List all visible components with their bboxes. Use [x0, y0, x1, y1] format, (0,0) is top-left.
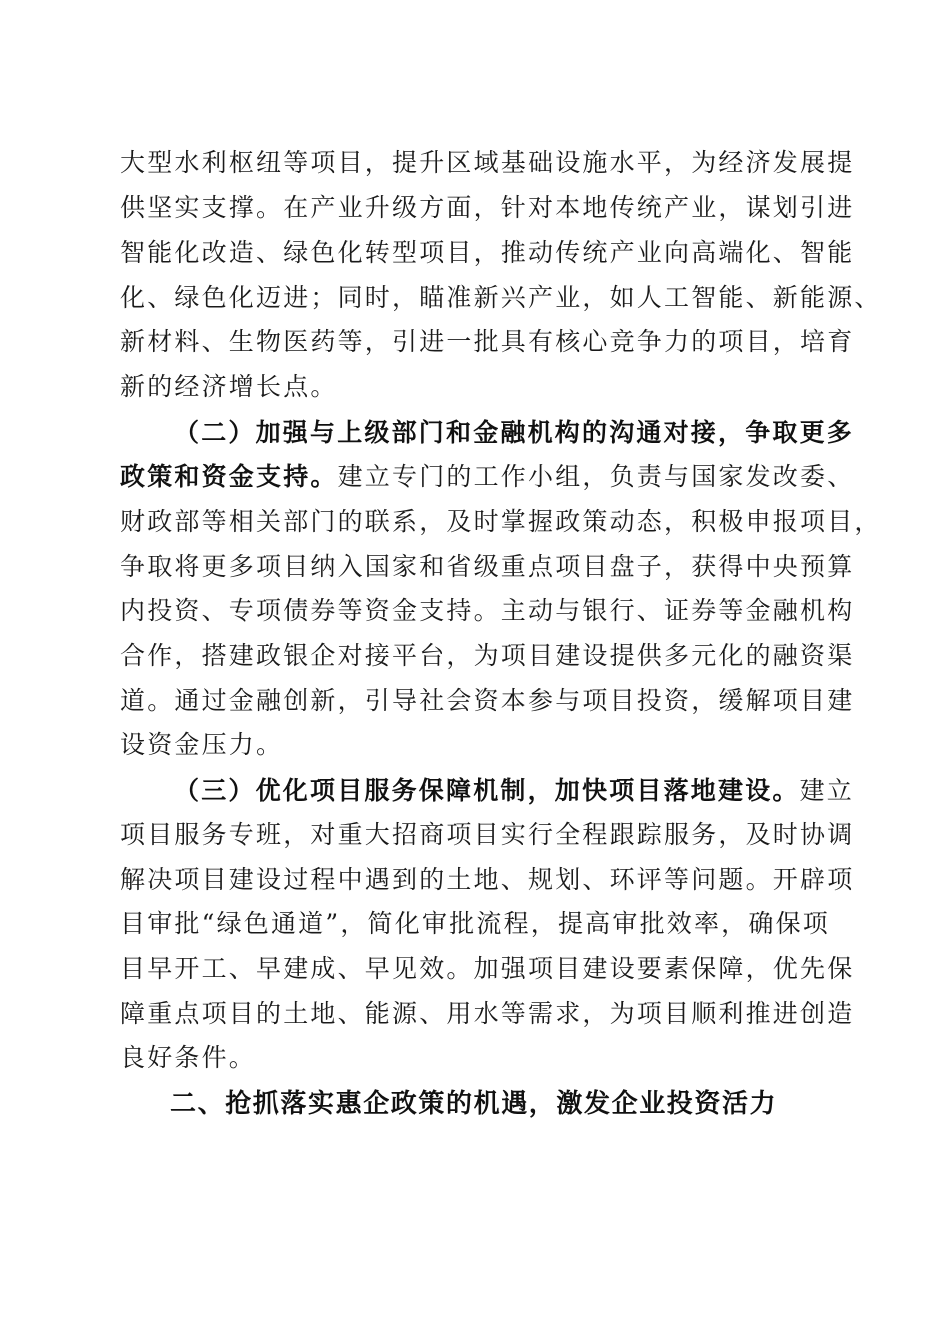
paragraph-3-line-2: 项目服务专班，对重大招商项目实行全程跟踪服务，及时协调 — [120, 820, 855, 849]
paragraph-2-bold-heading: （二）加强与上级部门和金融机构的沟通对接，争取更多 — [174, 418, 855, 447]
paragraph-2-line-2 — [120, 462, 855, 492]
paragraph-1-line-2: 供坚实支撑。在产业升级方面，针对本地传统产业，谋划引进 — [120, 193, 855, 222]
paragraph-1-line-1: 大型水利枢纽等项目，提升区域基础设施水平，为经济发展提 — [120, 148, 855, 177]
paragraph-2-bold-tail: 政策和资金支持。 — [120, 462, 338, 491]
paragraph-2-line-3: 财政部等相关部门的联系，及时掌握政策动态，积极申报项目， — [120, 507, 882, 536]
paragraph-3-line-1 — [174, 776, 855, 806]
paragraph-3-line-6: 障重点项目的土地、能源、用水等需求，为项目顺利推进创造 — [120, 999, 855, 1028]
paragraph-2-line-7: 道。通过金融创新，引导社会资本参与项目投资，缓解项目建 — [120, 686, 855, 715]
paragraph-2-line-4: 争取将更多项目纳入国家和省级重点项目盘子，获得中央预算 — [120, 552, 855, 581]
paragraph-3-line-1-text: 建立 — [799, 776, 855, 805]
paragraph-1-line-4: 化、绿色化迈进；同时，瞄准新兴产业，如人工智能、新能源、 — [120, 283, 882, 312]
paragraph-3-line-7: 良好条件。 — [120, 1043, 257, 1072]
paragraph-3-bold-heading: （三）优化项目服务保障机制，加快项目落地建设。 — [174, 776, 800, 805]
paragraph-3-line-4: 目审批“绿色通道”，简化审批流程，提高审批效率，确保项 — [120, 909, 830, 938]
paragraph-2-line-2-text: 建立专门的工作小组，负责与国家发改委、 — [337, 462, 855, 491]
paragraph-2-line-8: 设资金压力。 — [120, 730, 284, 759]
paragraph-1-line-3: 智能化改造、绿色化转型项目，推动传统产业向高端化、智能 — [120, 238, 855, 267]
paragraph-2-line-6: 合作，搭建政银企对接平台，为项目建设提供多元化的融资渠 — [120, 641, 855, 670]
paragraph-2-line-5: 内投资、专项债券等资金支持。主动与银行、证券等金融机构 — [120, 596, 855, 625]
paragraph-3-line-3: 解决项目建设过程中遇到的土地、规划、环评等问题。开辟项 — [120, 865, 855, 894]
paragraph-1-line-6: 新的经济增长点。 — [120, 372, 338, 401]
paragraph-1-line-5: 新材料、生物医药等，引进一批具有核心竞争力的项目，培育 — [120, 327, 855, 356]
section-heading: 二、抢抓落实惠企政策的机遇，激发企业投资活力 — [170, 1089, 778, 1119]
paragraph-3-line-5: 目早开工、早建成、早见效。加强项目建设要素保障，优先保 — [120, 954, 855, 983]
